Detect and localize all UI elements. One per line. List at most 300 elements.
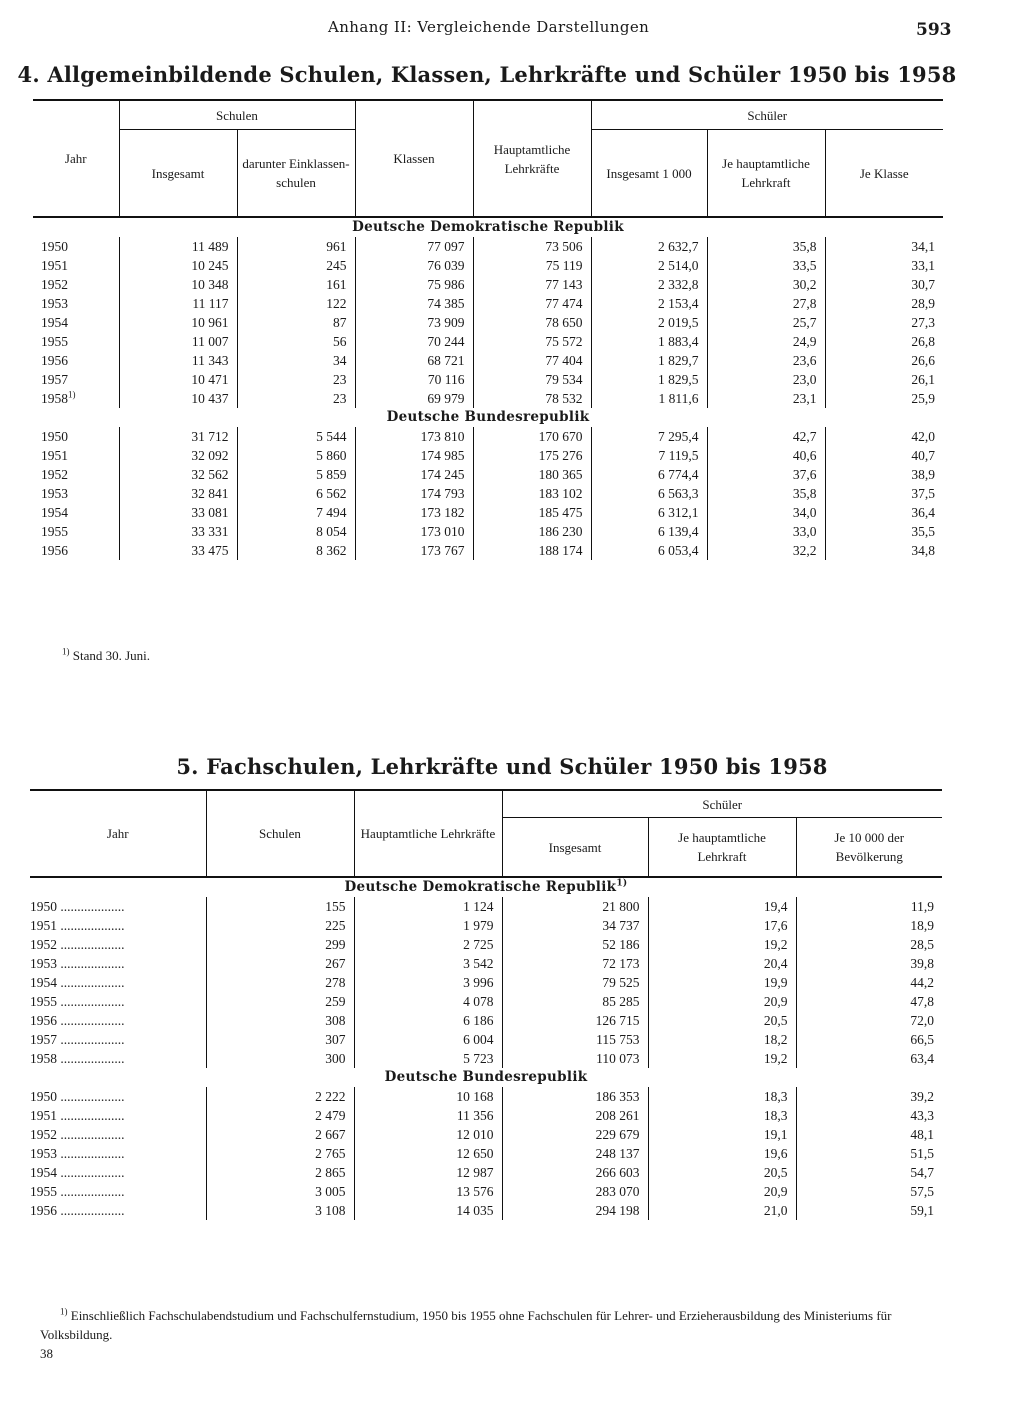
value-cell: 27,3 <box>825 313 943 332</box>
value-cell: 20,4 <box>648 954 796 973</box>
value-cell: 266 603 <box>502 1163 648 1182</box>
year-label: 1956 <box>30 1013 57 1028</box>
value-cell: 225 <box>206 916 354 935</box>
value-cell: 10 437 <box>119 389 237 408</box>
year-label: 1956 <box>41 543 68 558</box>
value-cell: 180 365 <box>473 465 591 484</box>
value-cell: 70 116 <box>355 370 473 389</box>
year-label: 1956 <box>41 353 68 368</box>
year-label: 1957 <box>30 1032 57 1047</box>
leader-dots: ................... <box>60 1184 125 1199</box>
leader-dots: ................... <box>60 1013 125 1028</box>
value-cell: 299 <box>206 935 354 954</box>
value-cell: 33 081 <box>119 503 237 522</box>
year-label: 1958 <box>41 391 68 406</box>
section-heading <box>33 217 943 237</box>
value-cell: 20,9 <box>648 1182 796 1201</box>
value-cell: 79 534 <box>473 370 591 389</box>
value-cell: 12 650 <box>354 1144 502 1163</box>
value-cell: 73 506 <box>473 237 591 256</box>
value-cell: 33,5 <box>707 256 825 275</box>
value-cell: 2 332,8 <box>591 275 707 294</box>
section-heading <box>33 408 943 427</box>
value-cell: 5 723 <box>354 1049 502 1068</box>
section-name: Deutsche Bundesrepublik <box>386 409 590 425</box>
value-cell: 283 070 <box>502 1182 648 1201</box>
value-cell: 36,4 <box>825 503 943 522</box>
value-cell: 18,2 <box>648 1030 796 1049</box>
value-cell: 32 092 <box>119 446 237 465</box>
year-label: 1952 <box>30 1127 57 1142</box>
leader-dots: ................... <box>60 975 125 990</box>
value-cell: 72,0 <box>796 1011 942 1030</box>
value-cell: 37,6 <box>707 465 825 484</box>
year-cell <box>33 541 119 560</box>
table-row <box>33 484 943 503</box>
value-cell: 23 <box>237 389 355 408</box>
year-label: 1953 <box>30 956 57 971</box>
value-cell: 11 356 <box>354 1106 502 1125</box>
table4-title: 4. Allgemeinbildende Schulen, Klassen, Lehrkräfte und Schüler 1950 bis 1958 <box>17 62 957 87</box>
value-cell: 51,5 <box>796 1144 942 1163</box>
t5-header-jahr: Jahr <box>30 790 206 877</box>
year-label: 1952 <box>30 937 57 952</box>
value-cell: 33,0 <box>707 522 825 541</box>
section-heading <box>30 877 942 897</box>
table4-footnote <box>62 648 150 664</box>
year-label: 1950 <box>41 239 68 254</box>
value-cell: 23,1 <box>707 389 825 408</box>
value-cell: 34,8 <box>825 541 943 560</box>
table-row <box>30 1144 942 1163</box>
value-cell: 59,1 <box>796 1201 942 1220</box>
value-cell: 73 909 <box>355 313 473 332</box>
year-cell <box>33 465 119 484</box>
t5-header-je-lehrkraft: Je hauptamtliche Lehrkraft <box>648 818 796 878</box>
t5-header-schulen: Schulen <box>206 790 354 877</box>
value-cell: 12 010 <box>354 1125 502 1144</box>
year-cell <box>30 954 206 973</box>
value-cell: 34 <box>237 351 355 370</box>
value-cell: 38,9 <box>825 465 943 484</box>
table-row <box>30 1106 942 1125</box>
table-row <box>33 503 943 522</box>
value-cell: 10 348 <box>119 275 237 294</box>
table-row <box>30 935 942 954</box>
value-cell: 307 <box>206 1030 354 1049</box>
value-cell: 5 860 <box>237 446 355 465</box>
value-cell: 21,0 <box>648 1201 796 1220</box>
value-cell: 23 <box>237 370 355 389</box>
header-einklassenschulen: darunter Einklassen-schulen <box>237 130 355 218</box>
year-cell <box>33 446 119 465</box>
value-cell: 6 139,4 <box>591 522 707 541</box>
value-cell: 57,5 <box>796 1182 942 1201</box>
table-row <box>33 237 943 256</box>
year-label: 1955 <box>41 334 68 349</box>
value-cell: 28,5 <box>796 935 942 954</box>
value-cell: 18,3 <box>648 1106 796 1125</box>
table-row <box>30 973 942 992</box>
year-label: 1954 <box>30 975 57 990</box>
footnote-mark: 1) <box>616 878 628 889</box>
value-cell: 961 <box>237 237 355 256</box>
year-label: 1952 <box>41 277 68 292</box>
table-row <box>33 275 943 294</box>
value-cell: 79 525 <box>502 973 648 992</box>
section-heading <box>30 1068 942 1087</box>
value-cell: 17,6 <box>648 916 796 935</box>
year-cell <box>33 332 119 351</box>
running-header <box>0 18 1024 40</box>
value-cell: 69 979 <box>355 389 473 408</box>
table4 <box>33 99 943 560</box>
header-je-klasse: Je Klasse <box>825 130 943 218</box>
value-cell: 173 810 <box>355 427 473 446</box>
value-cell: 115 753 <box>502 1030 648 1049</box>
table-row <box>33 522 943 541</box>
year-cell <box>30 1011 206 1030</box>
value-cell: 23,0 <box>707 370 825 389</box>
value-cell: 10 961 <box>119 313 237 332</box>
value-cell: 10 471 <box>119 370 237 389</box>
value-cell: 27,8 <box>707 294 825 313</box>
value-cell: 7 494 <box>237 503 355 522</box>
year-cell <box>30 1049 206 1068</box>
table-row <box>30 1201 942 1220</box>
year-label: 1951 <box>41 258 68 273</box>
table-row <box>33 351 943 370</box>
leader-dots: ................... <box>60 899 125 914</box>
year-cell <box>33 351 119 370</box>
year-cell <box>33 313 119 332</box>
value-cell: 39,8 <box>796 954 942 973</box>
value-cell: 170 670 <box>473 427 591 446</box>
value-cell: 19,9 <box>648 973 796 992</box>
header-jahr: Jahr <box>33 100 119 217</box>
section-name: Deutsche Demokratische Republik <box>344 879 617 895</box>
value-cell: 122 <box>237 294 355 313</box>
year-cell <box>33 522 119 541</box>
value-cell: 300 <box>206 1049 354 1068</box>
table-row <box>30 1030 942 1049</box>
value-cell: 174 793 <box>355 484 473 503</box>
value-cell: 75 119 <box>473 256 591 275</box>
table-row <box>30 1182 942 1201</box>
value-cell: 185 475 <box>473 503 591 522</box>
value-cell: 2 222 <box>206 1087 354 1106</box>
value-cell: 6 774,4 <box>591 465 707 484</box>
value-cell: 26,8 <box>825 332 943 351</box>
value-cell: 52 186 <box>502 935 648 954</box>
value-cell: 3 005 <box>206 1182 354 1201</box>
leader-dots: ................... <box>60 1146 125 1161</box>
table-row <box>33 427 943 446</box>
value-cell: 20,9 <box>648 992 796 1011</box>
table-row <box>30 954 942 973</box>
year-label: 1952 <box>41 467 68 482</box>
value-cell: 32,2 <box>707 541 825 560</box>
value-cell: 1 829,5 <box>591 370 707 389</box>
year-label: 1954 <box>41 315 68 330</box>
t5-header-je-bevoelkerung: Je 10 000 der Bevölkerung <box>796 818 942 878</box>
year-label: 1953 <box>41 296 68 311</box>
value-cell: 18,3 <box>648 1087 796 1106</box>
value-cell: 23,6 <box>707 351 825 370</box>
value-cell: 63,4 <box>796 1049 942 1068</box>
value-cell: 66,5 <box>796 1030 942 1049</box>
header-je-lehrkraft: Je hauptamtliche Lehrkraft <box>707 130 825 218</box>
value-cell: 32 562 <box>119 465 237 484</box>
value-cell: 35,5 <box>825 522 943 541</box>
leader-dots: ................... <box>60 994 125 1009</box>
leader-dots: ................... <box>60 1127 125 1142</box>
year-label: 1950 <box>41 429 68 444</box>
value-cell: 42,7 <box>707 427 825 446</box>
value-cell: 30,7 <box>825 275 943 294</box>
value-cell: 77 474 <box>473 294 591 313</box>
table-row <box>30 1087 942 1106</box>
year-cell <box>33 256 119 275</box>
year-label: 1954 <box>41 505 68 520</box>
value-cell: 42,0 <box>825 427 943 446</box>
value-cell: 33 475 <box>119 541 237 560</box>
value-cell: 10 245 <box>119 256 237 275</box>
section-heading-row <box>33 408 943 427</box>
section-name: Deutsche Demokratische Republik <box>352 219 624 235</box>
value-cell: 6 312,1 <box>591 503 707 522</box>
footnote-mark: 1) <box>62 646 70 657</box>
value-cell: 2 153,4 <box>591 294 707 313</box>
footnote-text: Einschließlich Fachschulabendstudium und Fachschulfernstudium, 1950 bis 1955 ohne Fachschulen für Lehrer- und Erzieherausbildung des Ministeriums für Volksbildung. <box>40 1308 892 1342</box>
t5-header-lehrkraefte: Hauptamtliche Lehrkräfte <box>354 790 502 877</box>
value-cell: 110 073 <box>502 1049 648 1068</box>
value-cell: 25,7 <box>707 313 825 332</box>
year-cell <box>33 389 119 408</box>
value-cell: 10 168 <box>354 1087 502 1106</box>
value-cell: 6 562 <box>237 484 355 503</box>
value-cell: 294 198 <box>502 1201 648 1220</box>
leader-dots: ................... <box>60 1108 125 1123</box>
year-label: 1958 <box>30 1051 57 1066</box>
year-cell <box>30 1030 206 1049</box>
value-cell: 188 174 <box>473 541 591 560</box>
value-cell: 278 <box>206 973 354 992</box>
value-cell: 6 053,4 <box>591 541 707 560</box>
value-cell: 2 865 <box>206 1163 354 1182</box>
value-cell: 19,1 <box>648 1125 796 1144</box>
year-label: 1955 <box>30 1184 57 1199</box>
year-label: 1954 <box>30 1165 57 1180</box>
value-cell: 186 230 <box>473 522 591 541</box>
value-cell: 35,8 <box>707 484 825 503</box>
value-cell: 39,2 <box>796 1087 942 1106</box>
leader-dots: ................... <box>60 1203 125 1218</box>
value-cell: 1 979 <box>354 916 502 935</box>
year-label: 1955 <box>30 994 57 1009</box>
year-cell <box>33 503 119 522</box>
value-cell: 19,2 <box>648 935 796 954</box>
table5-footnote <box>40 1306 940 1344</box>
value-cell: 34 737 <box>502 916 648 935</box>
year-cell <box>30 1144 206 1163</box>
table-row <box>30 916 942 935</box>
value-cell: 35,8 <box>707 237 825 256</box>
value-cell: 173 767 <box>355 541 473 560</box>
value-cell: 5 859 <box>237 465 355 484</box>
value-cell: 32 841 <box>119 484 237 503</box>
value-cell: 19,6 <box>648 1144 796 1163</box>
value-cell: 37,5 <box>825 484 943 503</box>
value-cell: 70 244 <box>355 332 473 351</box>
value-cell: 11 343 <box>119 351 237 370</box>
value-cell: 72 173 <box>502 954 648 973</box>
value-cell: 208 261 <box>502 1106 648 1125</box>
year-label: 1955 <box>41 524 68 539</box>
value-cell: 175 276 <box>473 446 591 465</box>
footnote-mark: 1) <box>68 389 76 400</box>
value-cell: 3 542 <box>354 954 502 973</box>
year-cell <box>30 1106 206 1125</box>
value-cell: 2 479 <box>206 1106 354 1125</box>
value-cell: 76 039 <box>355 256 473 275</box>
running-title: Anhang II: Vergleichende Darstellungen <box>328 18 650 36</box>
value-cell: 245 <box>237 256 355 275</box>
value-cell: 87 <box>237 313 355 332</box>
value-cell: 1 811,6 <box>591 389 707 408</box>
t5-header-schueler: Schüler <box>502 790 942 818</box>
year-label: 1950 <box>30 1089 57 1104</box>
value-cell: 174 245 <box>355 465 473 484</box>
value-cell: 25,9 <box>825 389 943 408</box>
footnote-mark: 1) <box>60 1306 68 1317</box>
value-cell: 34,0 <box>707 503 825 522</box>
value-cell: 126 715 <box>502 1011 648 1030</box>
value-cell: 77 097 <box>355 237 473 256</box>
value-cell: 174 985 <box>355 446 473 465</box>
year-cell <box>33 427 119 446</box>
value-cell: 26,6 <box>825 351 943 370</box>
value-cell: 75 986 <box>355 275 473 294</box>
value-cell: 74 385 <box>355 294 473 313</box>
value-cell: 47,8 <box>796 992 942 1011</box>
table-row <box>30 1011 942 1030</box>
value-cell: 186 353 <box>502 1087 648 1106</box>
table-row <box>33 313 943 332</box>
value-cell: 20,5 <box>648 1163 796 1182</box>
table4-body <box>33 217 943 560</box>
year-label: 1950 <box>30 899 57 914</box>
value-cell: 2 019,5 <box>591 313 707 332</box>
table5-title: 5. Fachschulen, Lehrkräfte und Schüler 1950 bis 1958 <box>176 754 828 779</box>
section-heading-row <box>33 217 943 237</box>
value-cell: 4 078 <box>354 992 502 1011</box>
value-cell: 30,2 <box>707 275 825 294</box>
year-cell <box>30 1201 206 1220</box>
value-cell: 308 <box>206 1011 354 1030</box>
value-cell: 183 102 <box>473 484 591 503</box>
value-cell: 229 679 <box>502 1125 648 1144</box>
value-cell: 78 532 <box>473 389 591 408</box>
value-cell: 48,1 <box>796 1125 942 1144</box>
table5 <box>30 789 942 1220</box>
value-cell: 1 883,4 <box>591 332 707 351</box>
leader-dots: ................... <box>60 1051 125 1066</box>
table-row <box>30 992 942 1011</box>
value-cell: 44,2 <box>796 973 942 992</box>
year-label: 1953 <box>30 1146 57 1161</box>
header-schueler-insgesamt: Insgesamt 1 000 <box>591 130 707 218</box>
value-cell: 43,3 <box>796 1106 942 1125</box>
value-cell: 31 712 <box>119 427 237 446</box>
t5-header-insgesamt: Insgesamt <box>502 818 648 878</box>
leader-dots: ................... <box>60 956 125 971</box>
value-cell: 2 765 <box>206 1144 354 1163</box>
year-cell <box>33 484 119 503</box>
year-cell <box>30 935 206 954</box>
value-cell: 19,2 <box>648 1049 796 1068</box>
value-cell: 11 007 <box>119 332 237 351</box>
value-cell: 11 489 <box>119 237 237 256</box>
year-label: 1951 <box>30 1108 57 1123</box>
leader-dots: ................... <box>60 1032 125 1047</box>
value-cell: 56 <box>237 332 355 351</box>
header-klassen: Klassen <box>355 100 473 217</box>
table-row <box>30 1125 942 1144</box>
value-cell: 78 650 <box>473 313 591 332</box>
year-cell <box>30 1182 206 1201</box>
leader-dots: ................... <box>60 937 125 952</box>
year-label: 1957 <box>41 372 68 387</box>
year-cell <box>33 294 119 313</box>
table-row <box>33 256 943 275</box>
value-cell: 267 <box>206 954 354 973</box>
year-cell <box>33 275 119 294</box>
value-cell: 2 632,7 <box>591 237 707 256</box>
value-cell: 3 108 <box>206 1201 354 1220</box>
year-cell <box>30 897 206 916</box>
section-heading-row <box>30 1068 942 1087</box>
value-cell: 14 035 <box>354 1201 502 1220</box>
value-cell: 68 721 <box>355 351 473 370</box>
value-cell: 155 <box>206 897 354 916</box>
year-cell <box>30 1125 206 1144</box>
header-schulen: Schulen <box>119 100 355 130</box>
value-cell: 34,1 <box>825 237 943 256</box>
value-cell: 6 186 <box>354 1011 502 1030</box>
year-label: 1951 <box>41 448 68 463</box>
year-cell <box>30 1087 206 1106</box>
value-cell: 6 563,3 <box>591 484 707 503</box>
value-cell: 8 362 <box>237 541 355 560</box>
value-cell: 33,1 <box>825 256 943 275</box>
value-cell: 20,5 <box>648 1011 796 1030</box>
year-cell <box>30 1163 206 1182</box>
year-cell <box>30 916 206 935</box>
sheet-number: 38 <box>40 1346 53 1361</box>
year-label: 1953 <box>41 486 68 501</box>
year-label: 1956 <box>30 1203 57 1218</box>
value-cell: 2 514,0 <box>591 256 707 275</box>
value-cell: 2 725 <box>354 935 502 954</box>
value-cell: 11 117 <box>119 294 237 313</box>
table-row <box>33 465 943 484</box>
leader-dots: ................... <box>60 1089 125 1104</box>
value-cell: 21 800 <box>502 897 648 916</box>
value-cell: 173 182 <box>355 503 473 522</box>
value-cell: 259 <box>206 992 354 1011</box>
value-cell: 7 295,4 <box>591 427 707 446</box>
